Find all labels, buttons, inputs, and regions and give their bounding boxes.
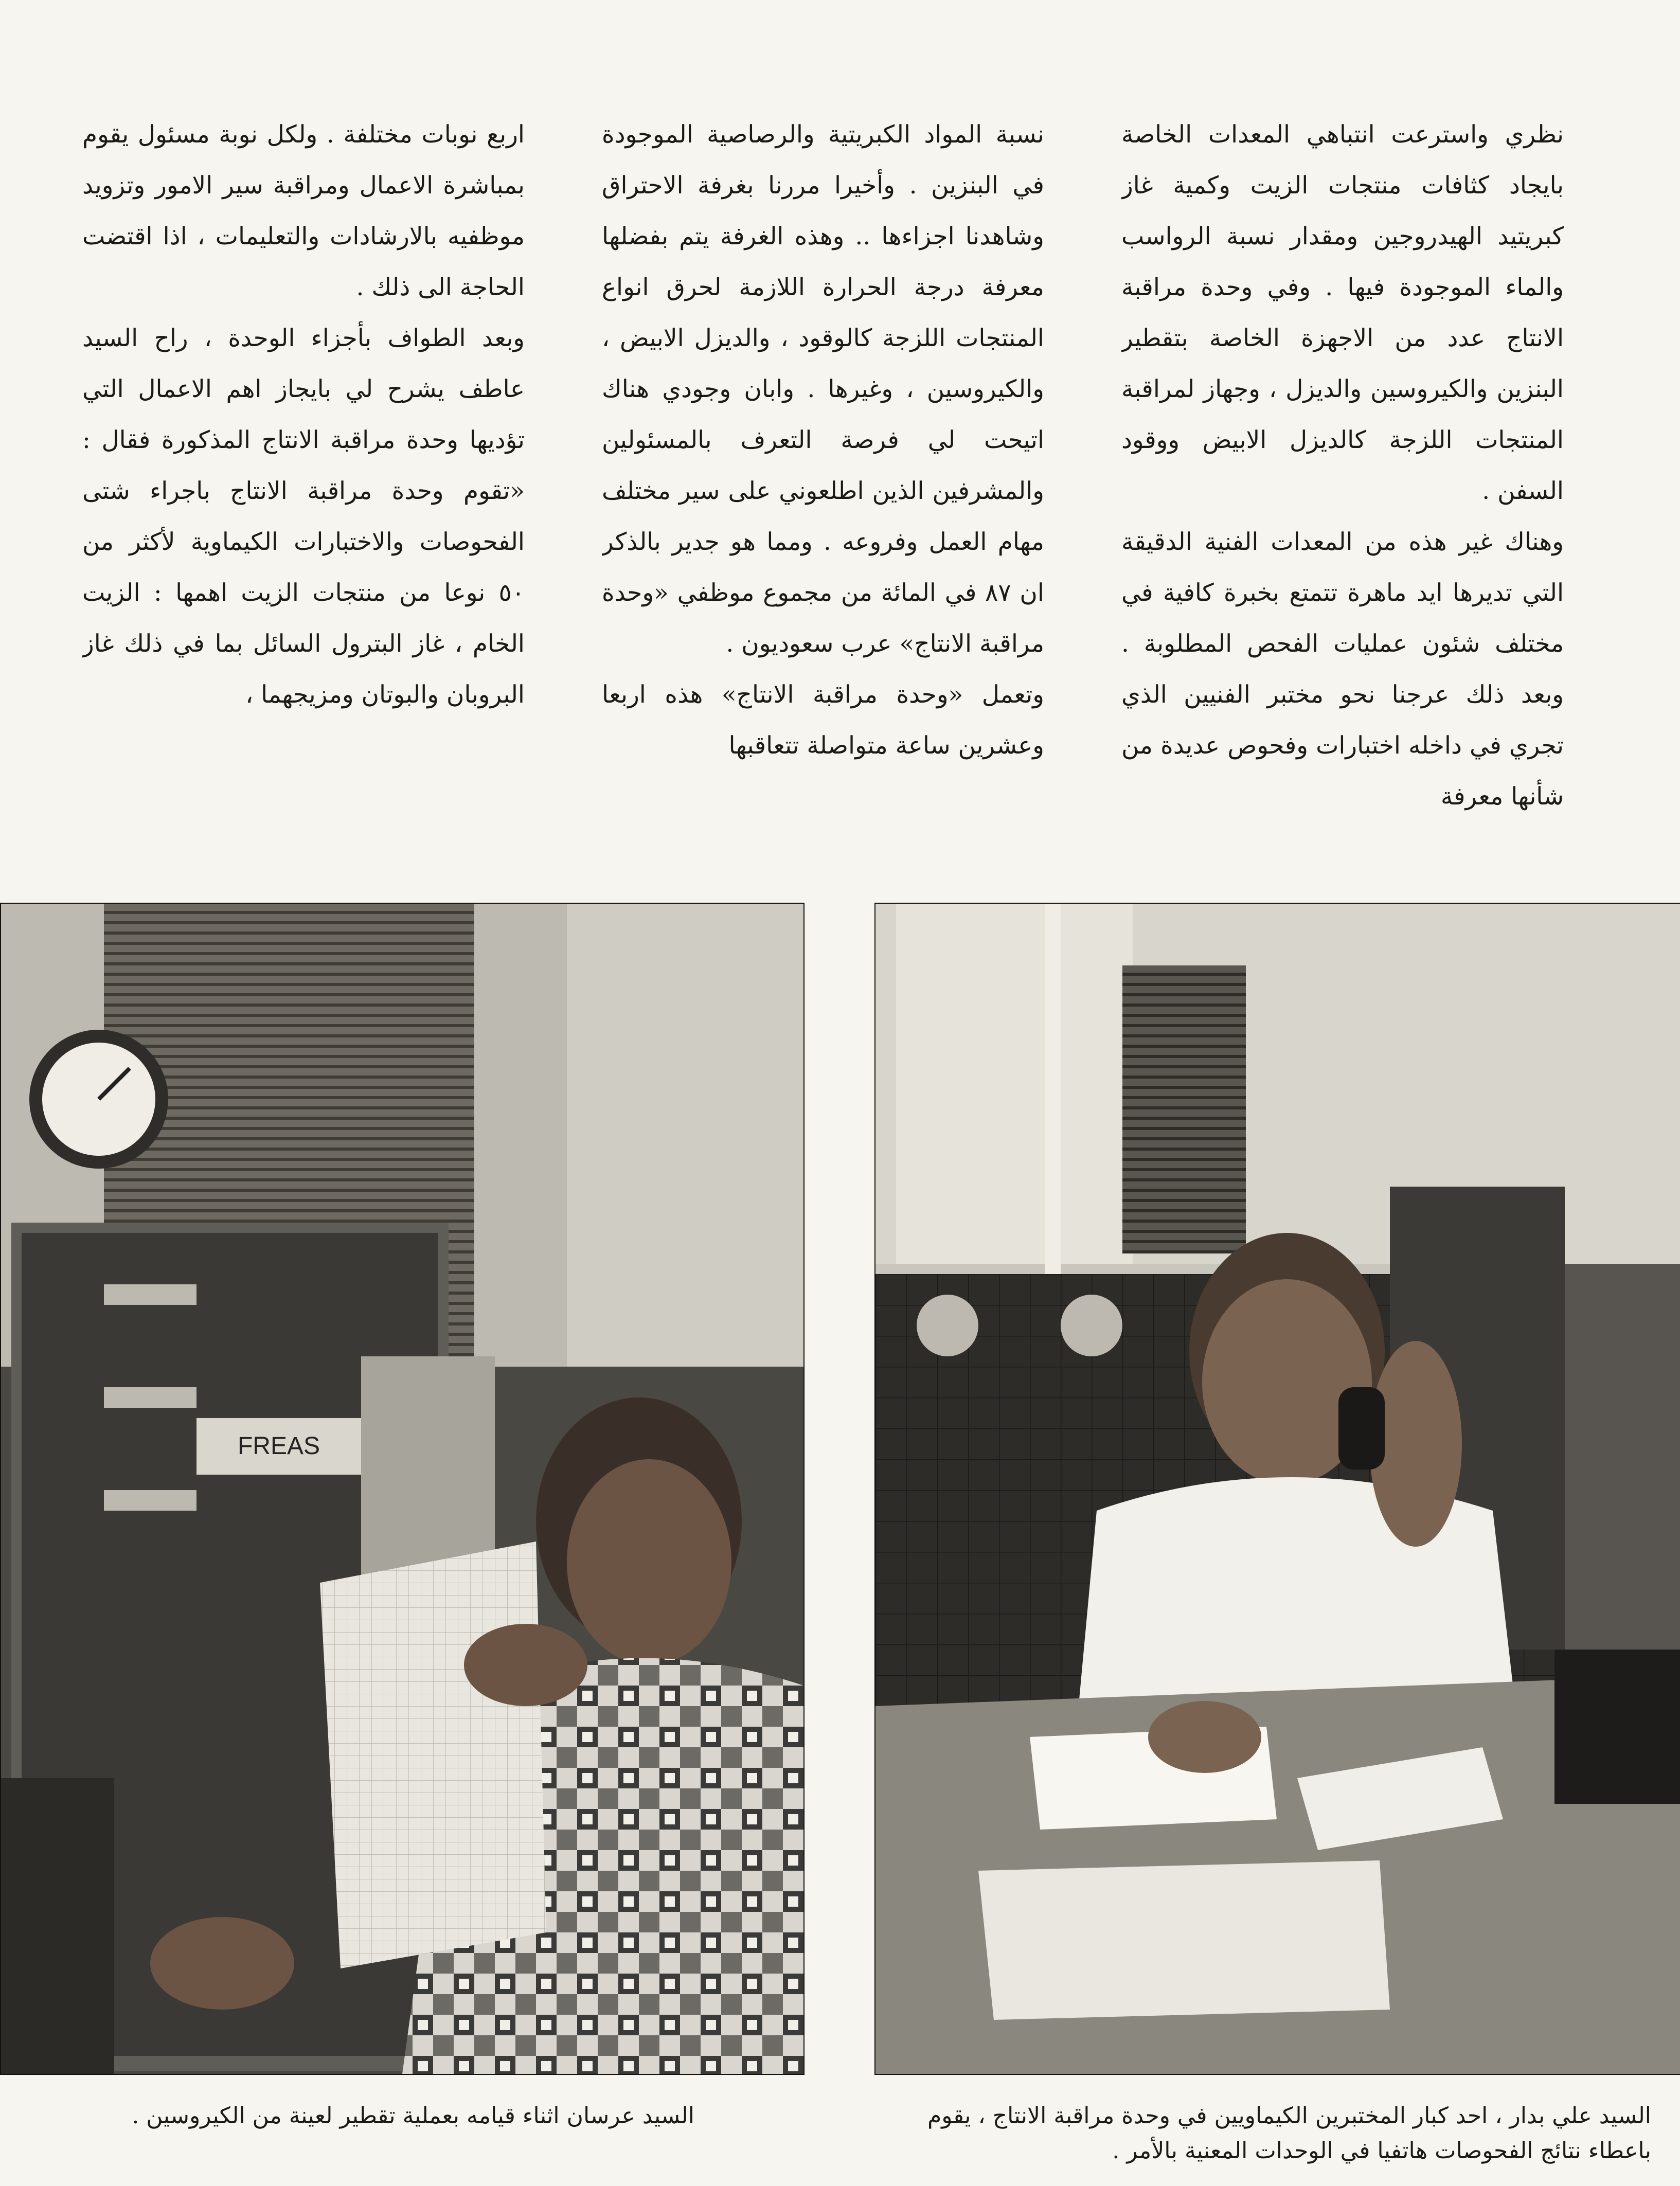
article-column-middle [602, 109, 1044, 850]
photo-caption-right: السيد علي بدار ، احد كبار المختبرين الكيماويين في وحدة مراقبة الانتاج ، يقوم باعطاء نتائج الفحوصات هاتفيا في الوحدات المعنية بالأمر . [927, 2103, 1651, 2164]
photo-chemist-on-phone [874, 903, 1680, 2075]
paragraph: وتعمل «وحدة مراقبة الانتاج» هذه اربعا وعشرين ساعة متواصلة تتعاقبها [602, 680, 1044, 760]
paragraph: وهناك غير هذه من المعدات الفنية الدقيقة التي تديرها ايد ماهرة تتمتع بخبرة كافية في مختلف شئون عمليات الفحص المطلوبة . وبعد ذلك عرجنا نحو مختبر الفنيين الذي تجري في داخله اختبارات وفحوص عديدة من شأنها معرفة [1121, 528, 1564, 811]
photo-chemist-image [875, 904, 1680, 2074]
photo-caption-left: السيد عرسان اثناء قيامه بعملية تقطير لعينة من الكيروسين . [132, 2103, 694, 2129]
paragraph: اربع نوبات مختلفة . ولكل نوبة مسئول يقوم بمباشرة الاعمال ومراقبة سير الامور وتزويد موظفيه بالارشادات والتعليمات ، اذا اقتضت الحاجة الى ذلك . [82, 120, 525, 301]
paragraph: وبعد الطواف بأجزاء الوحدة ، راح السيد عاطف يشرح لي بايجاز اهم الاعمال التي تؤديها وحدة مراقبة الانتاج المذكورة فقال : «تقوم وحدة مراقبة الانتاج باجراء شتى الفحوصات والاختبارات الكيماوية لأكثر من ٥٠ نوعا من منتجات الزيت اهمها : الزيت الخام ، غاز البترول السائل بما في ذلك غاز البروبان والبوتان ومزيجهما ، [82, 324, 525, 709]
article-column-right [1121, 109, 1564, 850]
paragraph: نظري واسترعت انتباهي المعدات الخاصة بايجاد كثافات منتجات الزيت وكمية غاز كبريتيد الهيدروجين ومقدار نسبة الرواسب والماء الموجودة فيها . وفي وحدة مراقبة الانتاج عدد من الاجهزة الخاصة بتقطير البنزين والكيروسين والديزل ، وجهاز لمراقبة المنتجات اللزجة كالديزل الابيض ووقود السفن . [1121, 120, 1564, 505]
apparatus-label: FREAS [237, 1432, 320, 1460]
paragraph: نسبة المواد الكبريتية والرصاصية الموجودة في البنزين . وأخيرا مررنا بغرفة الاحتراق وشاهدنا اجزاءها .. وهذه الغرفة يتم بفضلها معرفة درجة الحرارة اللازمة لحرق انواع المنتجات اللزجة كالوقود ، والديزل الابيض ، والكيروسين ، وغيرها . وابان وجودي هناك اتيحت لي فرصة التعرف بالمسئولين والمشرفين الذين اطلعوني على سير مختلف مهام العمل وفروعه . ومما هو جدير بالذكر ان ٨٧ في المائة من مجموع موظفي «وحدة مراقبة الانتاج» عرب سعوديون . [602, 120, 1044, 658]
photo-distillation-technician [0, 903, 805, 2075]
photo-distillation-image [1, 904, 803, 2074]
article-column-left [82, 109, 525, 850]
